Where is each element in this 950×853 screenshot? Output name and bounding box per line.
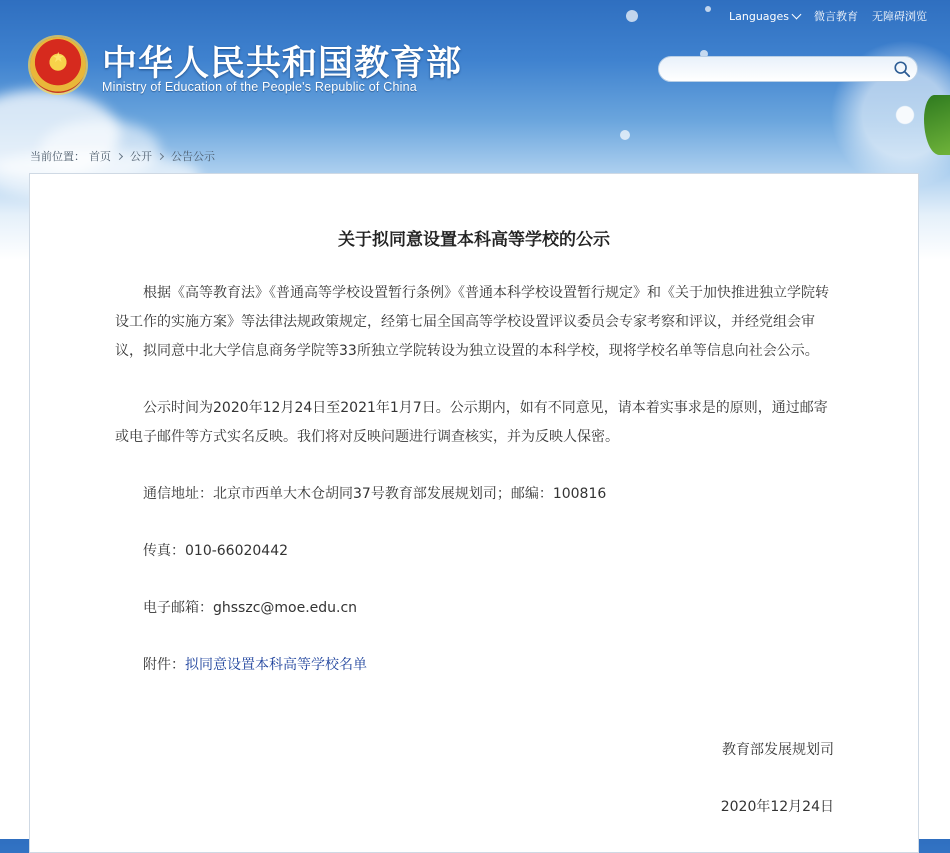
breadcrumb-home[interactable]: 首页 <box>89 150 111 163</box>
national-emblem-icon[interactable] <box>30 37 86 93</box>
article-body <box>115 279 835 680</box>
site-title[interactable]: 中华人民共和国教育部 <box>102 44 463 84</box>
weibo-link[interactable]: 微言教育 <box>814 10 859 23</box>
search-icon[interactable] <box>893 60 911 78</box>
breadcrumb <box>30 148 215 164</box>
article-panel <box>29 173 919 853</box>
signature: 教育部发展规划司 <box>722 742 834 758</box>
languages-dropdown[interactable] <box>729 10 800 23</box>
breadcrumb-public[interactable]: 公开 <box>130 150 152 163</box>
article-paragraph-2: 公示时间为2020年12月24日至2021年1月7日。公示期内，如有不同意见，请本着实事求是的原则，通过邮寄或电子邮件等方式实名反映。我们将对反映问题进行调查核实，并为反映人保密。 <box>115 400 828 445</box>
publish-date: 2020年12月24日 <box>720 799 834 815</box>
breadcrumb-prefix: 当前位置： <box>30 150 85 163</box>
accessibility-link[interactable]: 无障碍浏览 <box>872 10 928 23</box>
site-subtitle: Ministry of Education of the People's Republic of China <box>102 80 417 94</box>
top-links <box>729 8 927 24</box>
article-title: 关于拟同意设置本科高等学校的公示 <box>338 230 610 250</box>
contact-email: 电子邮箱：ghsszc@moe.edu.cn <box>143 600 358 616</box>
chevron-right-icon <box>157 152 164 159</box>
petal-decoration <box>705 6 711 12</box>
chevron-right-icon <box>116 152 123 159</box>
attachment-prefix: 附件： <box>143 657 185 673</box>
breadcrumb-announcements[interactable]: 公告公示 <box>171 150 215 163</box>
languages-label: Languages <box>729 9 790 23</box>
article-paragraph-1: 根据《高等教育法》《普通高等学校设置暂行条例》《普通本科学校设置暂行规定》和《关于加快推进独立学院转设工作的实施方案》等法律法规政策规定，经第七届全国高等学校设置评议委员会专家考察和评议，并经党组会审议，拟同意中北大学信息商务学院等33所独立学院转设为独立设置的本科学校，现将学校名单等信息向社会公示。 <box>115 285 829 359</box>
contact-fax: 传真：010-66020442 <box>143 543 289 559</box>
contact-address: 通信地址：北京市西单大木仓胡同37号教育部发展规划司；邮编：100816 <box>143 486 607 502</box>
star-icon: ★ <box>52 50 65 66</box>
search-box <box>658 56 918 82</box>
attachment-link[interactable]: 拟同意设置本科高等学校名单 <box>185 657 367 673</box>
search-input[interactable] <box>671 57 895 83</box>
petal-decoration <box>626 10 638 22</box>
attachment-line <box>115 651 835 680</box>
chevron-down-icon <box>792 10 802 20</box>
petal-decoration <box>620 130 630 140</box>
